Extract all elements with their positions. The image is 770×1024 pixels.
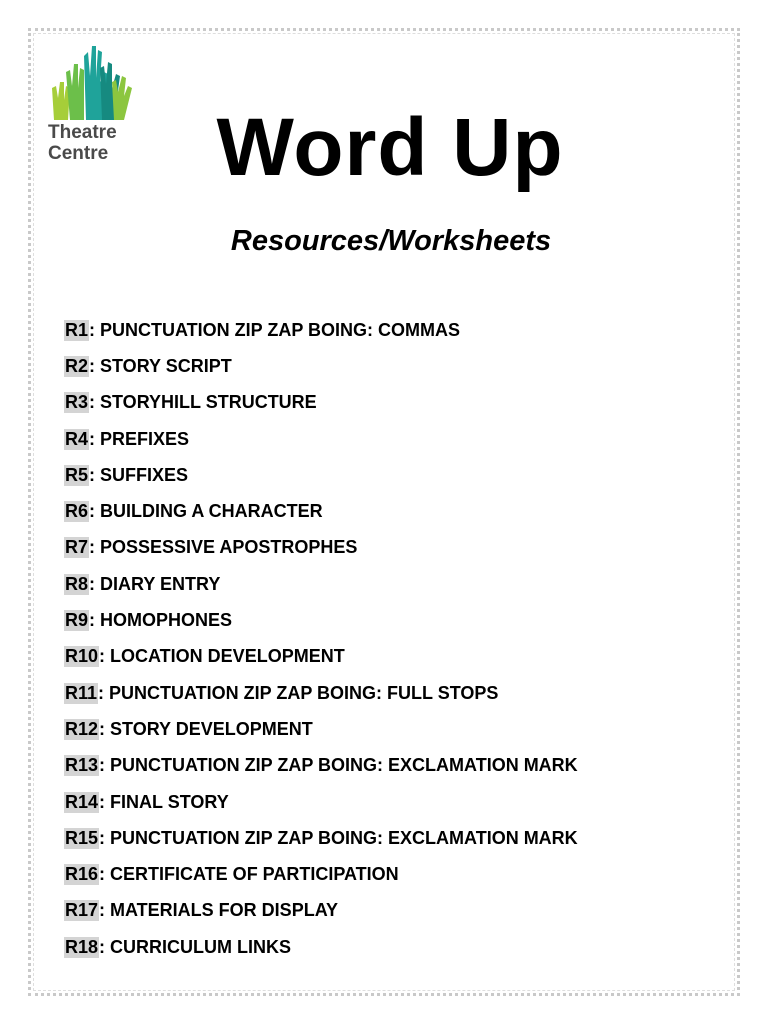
resource-list	[64, 312, 578, 965]
resource-label: : PUNCTUATION ZIP ZAP BOING: EXCLAMATION MARK	[99, 755, 578, 776]
resource-code: R14	[65, 791, 99, 812]
logo-line-1: Theatre	[48, 122, 117, 143]
resource-label: : PUNCTUATION ZIP ZAP BOING: EXCLAMATION MARK	[99, 827, 578, 848]
resource-label: : PUNCTUATION ZIP ZAP BOING: COMMAS	[89, 319, 461, 340]
resource-item-r15	[64, 820, 578, 856]
resource-label: : FINAL STORY	[99, 791, 229, 812]
resource-label: : BUILDING A CHARACTER	[89, 501, 323, 522]
resource-item-r6	[64, 493, 578, 529]
resource-code: R12	[65, 718, 99, 739]
resource-item-r12	[64, 711, 578, 747]
resource-code: R17	[65, 900, 99, 921]
resource-item-r9	[64, 602, 578, 638]
resource-item-r2	[64, 348, 578, 384]
resource-code: R16	[65, 864, 99, 885]
resource-code: R11	[65, 682, 98, 703]
resource-item-r8	[64, 566, 578, 602]
resource-label: : DIARY ENTRY	[89, 573, 221, 594]
resource-item-r17	[64, 893, 578, 929]
resource-item-r4	[64, 421, 578, 457]
resource-label: : CERTIFICATE OF PARTICIPATION	[99, 864, 399, 885]
resource-item-r18	[64, 929, 578, 965]
resource-item-r1	[64, 312, 578, 348]
resource-label: : STORY DEVELOPMENT	[99, 718, 313, 739]
resource-item-r10	[64, 639, 578, 675]
resource-label: : STORY SCRIPT	[89, 355, 232, 376]
resource-item-r13	[64, 748, 578, 784]
resource-label: : STORYHILL STRUCTURE	[89, 392, 317, 413]
resource-code: R18	[65, 936, 99, 957]
resource-code: R5	[65, 464, 89, 485]
resource-code: R3	[65, 392, 89, 413]
resource-label: : LOCATION DEVELOPMENT	[99, 646, 345, 667]
resource-item-r3	[64, 385, 578, 421]
resource-label: : CURRICULUM LINKS	[99, 936, 292, 957]
resource-label: : PREFIXES	[89, 428, 190, 449]
resource-code: R9	[65, 610, 89, 631]
resource-label: : SUFFIXES	[89, 464, 189, 485]
resource-item-r7	[64, 530, 578, 566]
resource-code: R8	[65, 573, 89, 594]
logo-line-2: Centre	[48, 143, 109, 164]
resource-label: : MATERIALS FOR DISPLAY	[99, 900, 339, 921]
resource-code: R1	[65, 319, 89, 340]
page-subtitle: Resources/Worksheets	[230, 225, 552, 257]
resource-item-r16	[64, 856, 578, 892]
resource-label: : POSSESSIVE APOSTROPHES	[89, 537, 358, 558]
resource-item-r14	[64, 784, 578, 820]
resource-code: R7	[65, 537, 89, 558]
resource-label: : HOMOPHONES	[89, 610, 233, 631]
resource-code: R15	[65, 827, 99, 848]
resource-item-r5	[64, 457, 578, 493]
resource-item-r11	[64, 675, 578, 711]
resource-code: R10	[65, 646, 99, 667]
page-title: Word Up	[216, 102, 564, 193]
resource-code: R2	[65, 355, 89, 376]
resource-label: : PUNCTUATION ZIP ZAP BOING: FULL STOPS	[98, 682, 499, 703]
resource-code: R4	[65, 428, 89, 449]
resource-code: R13	[65, 755, 99, 776]
resource-code: R6	[65, 501, 89, 522]
